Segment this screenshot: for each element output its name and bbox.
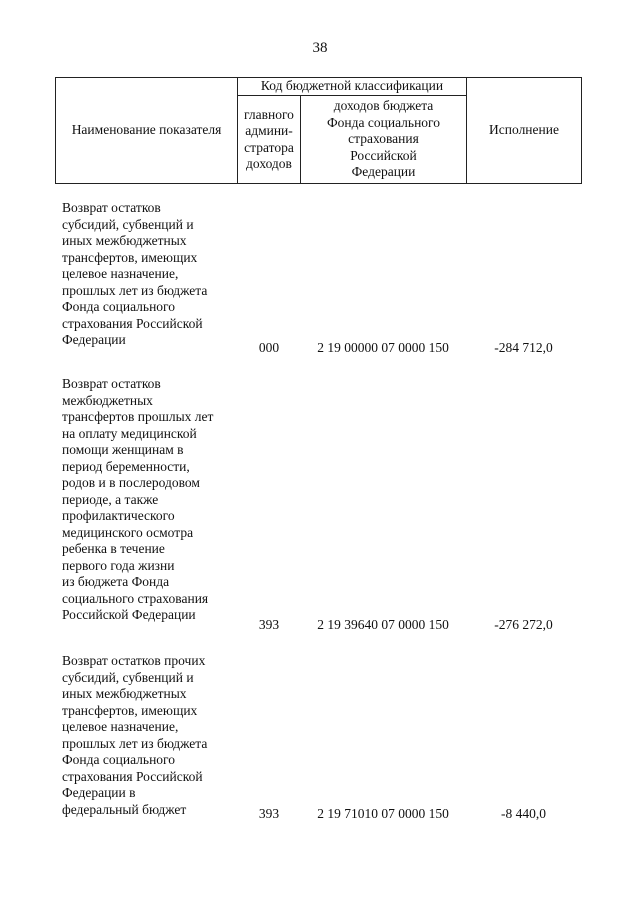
header-group: Код бюджетной классификации — [260, 78, 444, 94]
row-name: Возврат остатков субсидий, субвенций и иных межбюджетных трансфертов, имеющих целевое назначение, прошлых лет из бюджета Фонда социального страхования Российской Федерации — [62, 200, 208, 347]
row-admin: 393 — [258, 806, 280, 821]
row-exec: -8 440,0 — [501, 806, 546, 821]
row-code: 2 19 39640 07 0000 150 — [317, 617, 449, 632]
header-exec-col: Исполнение — [489, 122, 559, 138]
row-name: Возврат остатков межбюджетных трансфертов прошлых лет на оплату медицинской помощи женщинам в период беременности, родов и в послеродовом периоде, а также профилактического медицинского осмотра ребенка в течение первого года жизни из бюджета Фонда социального страхования Российской Федерации — [62, 376, 214, 622]
table-header — [55, 77, 582, 184]
page-number: 38 — [312, 40, 328, 56]
row-code: 2 19 00000 07 0000 150 — [317, 340, 449, 355]
header-admin-col: главного админи- стратора доходов — [244, 106, 294, 171]
row-exec: -284 712,0 — [494, 340, 553, 355]
row-admin: 000 — [258, 340, 280, 355]
row-exec: -276 272,0 — [494, 617, 553, 632]
row-name: Возврат остатков прочих субсидий, субвенций и иных межбюджетных трансфертов, имеющих целевое назначение, прошлых лет из бюджета Фонда социального страхования Российской Федерации в федеральный бюджет — [62, 653, 208, 817]
row-code: 2 19 71010 07 0000 150 — [317, 806, 449, 821]
header-name-col: Наименование показателя — [71, 122, 222, 138]
row-admin: 393 — [258, 617, 280, 632]
header-code-col: доходов бюджета Фонда социального страхования Российской Федерации — [327, 98, 440, 180]
